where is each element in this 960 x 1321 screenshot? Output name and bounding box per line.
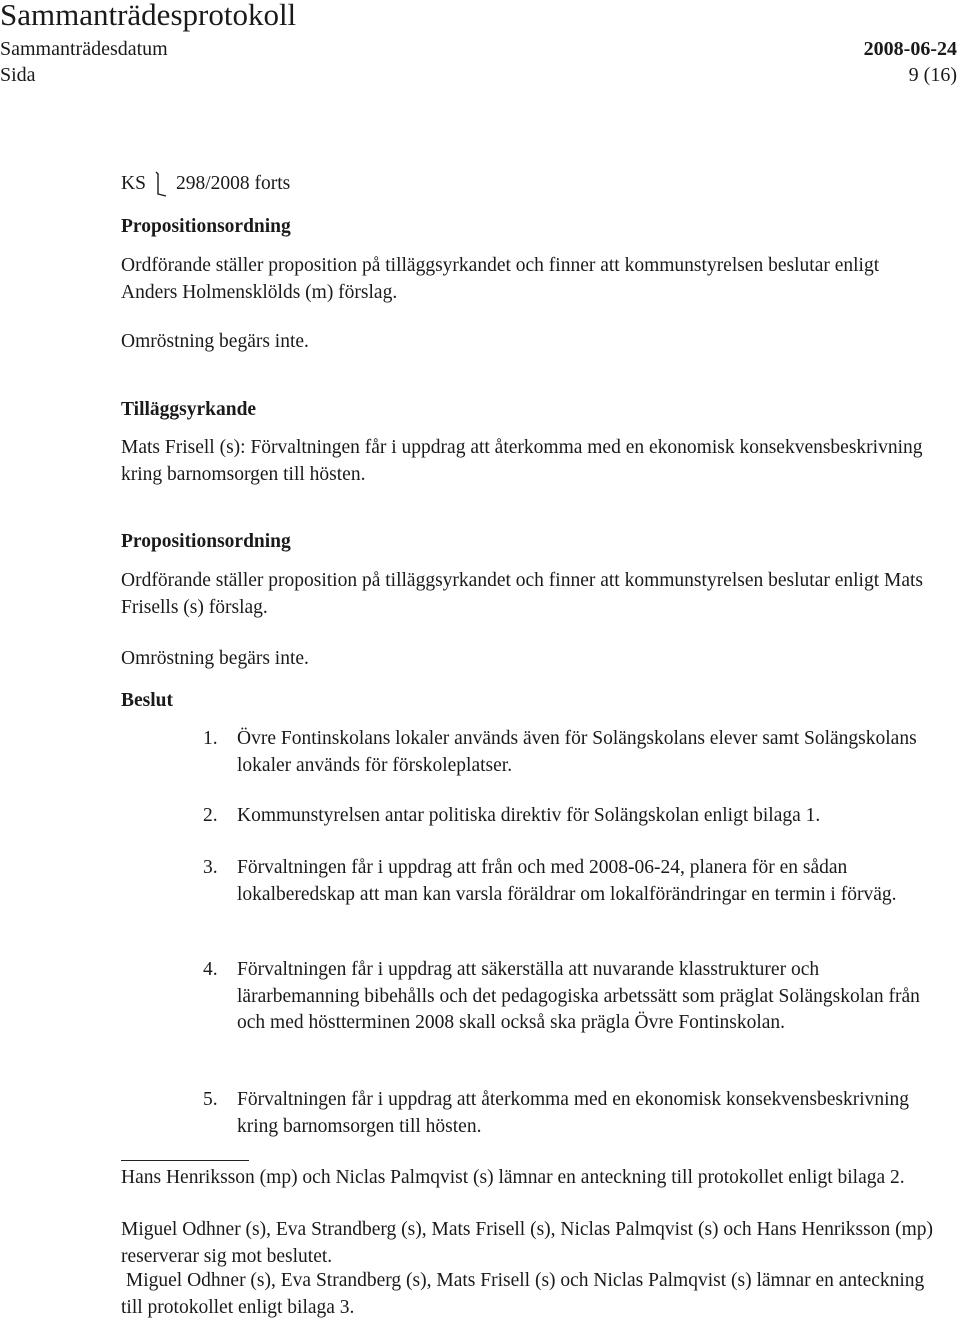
meeting-date-row [0, 38, 957, 60]
section-heading: Tilläggsyrkande [121, 399, 257, 420]
meeting-date-value: 2008-06-24 [863, 38, 957, 60]
section-text: Ordförande ställer proposition på tilläggsyrkandet och finner att kommunstyrelsen beslutar enligt Mats Frisells (s) förslag. [121, 570, 924, 618]
decision-item-text: Förvaltningen får i uppdrag att säkerställa att nuvarande klasstrukturer och lärarbemanning bibehålls och det pedagogiska arbetssätt som präglat Solängskolan från och med höstterminen 2008 skall också ska prägla Övre Fontinskolan. [237, 959, 920, 1033]
decision-item-number: 5. [203, 1089, 218, 1110]
decision-item-number: 1. [203, 728, 218, 749]
decision-item [203, 957, 923, 1037]
decision-item [203, 855, 923, 908]
footnote-divider [121, 1160, 249, 1161]
decision-item-text: Kommunstyrelsen antar politiska direktiv för Solängskolan enligt bilaga 1. [237, 805, 821, 826]
document-title: Sammanträdesprotokoll [0, 0, 297, 32]
decision-item [203, 1087, 923, 1140]
case-reference [121, 171, 936, 198]
decision-item [203, 803, 923, 830]
section-text: Mats Frisell (s): Förvaltningen får i uppdrag att återkomma med en ekonomisk konsekvensbeskrivning kring barnomsorgen till hösten. [121, 437, 923, 485]
page-number-value: 9 (16) [908, 64, 957, 86]
section-slash-icon [150, 171, 172, 197]
decision-item-text: Förvaltningen får i uppdrag att återkomma med en ekonomisk konsekvensbeskrivning kring barnomsorgen till hösten. [237, 1089, 910, 1137]
decision-item-text: Övre Fontinskolans lokaler används även för Solängskolans elever samt Solängskolans lokaler används för förskoleplatser. [237, 728, 917, 776]
section-text: Ordförande ställer proposition på tilläggsyrkandet och finner att kommunstyrelsen beslutar enligt Anders Holmensklölds (m) förslag. [121, 255, 880, 303]
footnote: Hans Henriksson (mp) och Niclas Palmqvist (s) lämnar en anteckning till protokollet enligt bilaga 2. [121, 1167, 905, 1188]
section-note: Omröstning begärs inte. [121, 648, 309, 669]
footnote: Miguel Odhner (s), Eva Strandberg (s), Mats Frisell (s), Niclas Palmqvist (s) och Hans Henriksson (mp) reserverar sig mot beslutet. [121, 1219, 934, 1267]
case-number: 298/2008 forts [175, 173, 291, 194]
decision-item-number: 3. [203, 857, 218, 878]
case-prefix: KS [121, 173, 146, 194]
section-note: Omröstning begärs inte. [121, 331, 309, 352]
decision-item-number: 4. [203, 959, 218, 980]
decision-item-number: 2. [203, 805, 218, 826]
page-number-row [0, 64, 957, 86]
decision-item [203, 726, 923, 779]
decision-heading: Beslut [121, 690, 174, 711]
page-label: Sida [0, 64, 36, 86]
decision-item-text: Förvaltningen får i uppdrag att från och med 2008-06-24, planera för en sådan lokalberedskap att man kan varsla föräldrar om lokalförändringar en termin i förväg. [237, 857, 897, 905]
section-heading: Propositionsordning [121, 216, 291, 237]
footnote: Miguel Odhner (s), Eva Strandberg (s), Mats Frisell (s) och Niclas Palmqvist (s) lämnar en anteckning till protokollet enligt bilaga 3. [121, 1270, 930, 1318]
section-heading: Propositionsordning [121, 531, 291, 552]
meeting-date-label: Sammanträdesdatum [0, 38, 168, 60]
